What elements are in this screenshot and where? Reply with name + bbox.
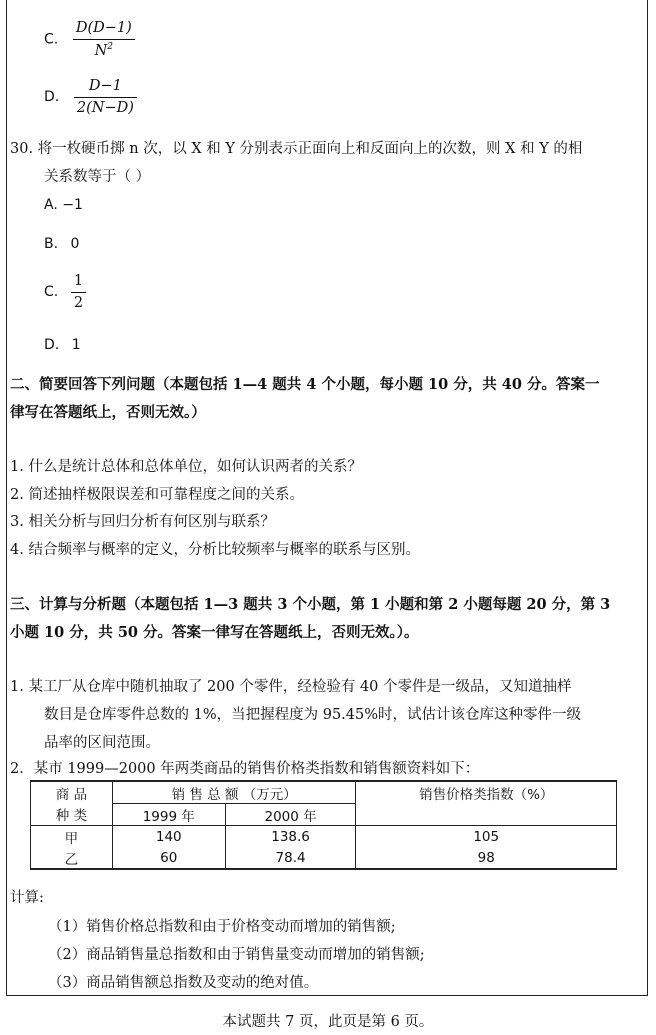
section3-q1-line2: 数目是仓库零件总数的 1%，当把握程度为 95.45%时，试估计该仓库这种零件一级: [44, 707, 582, 723]
section3-heading-line2: 小题 10 分，共 50 分。答案一律写在答题纸上，否则无效。）。: [10, 624, 419, 641]
table-cell-index: 98: [356, 847, 617, 869]
table-cell-1999: 140: [112, 826, 225, 848]
table-header-year1: 1999 年: [112, 804, 225, 826]
calc-item-1: （1）销售价格总指数和由于价格变动而增加的销售额;: [48, 919, 396, 935]
section2-question-1: 1. 什么是统计总体和总体单位，如何认识两者的关系？: [10, 459, 362, 475]
table-header-row-2: [31, 804, 617, 826]
section3-q2-line: 2．某市 1999—2000 年两类商品的销售价格类指数和销售额资料如下：: [10, 761, 480, 777]
page-footer: 本试题共 7 页，此页是第 6 页。: [222, 1014, 434, 1030]
table-cell-2000: 138.6: [225, 826, 356, 848]
q29-option-c: C. $\frac{D(D-1)}{N^2}$: [44, 20, 135, 59]
table-header-goods-1: 商 品: [31, 781, 113, 804]
q29-c-denominator: $N^2$: [94, 41, 114, 59]
table-cell-2000: 78.4: [225, 847, 356, 869]
table-cell-name: 甲: [31, 826, 113, 848]
table-header-row-1: [31, 781, 617, 804]
q30-c-fraction: $\frac{1}{2}$: [71, 273, 86, 311]
q29-option-d-fraction: [74, 78, 137, 116]
calc-item-3: （3）商品销售额总指数及变动的绝对值。: [48, 975, 319, 991]
section2-question-3: 3. 相关分析与回归分析有何区别与联系？: [10, 514, 275, 530]
section3-q1-line3: 品率的区间范围。: [44, 735, 160, 751]
table-header-index-blank: [356, 804, 617, 826]
table-header-goods-2: 种 类: [31, 804, 113, 826]
q29-option-d: D. $\frac{D-1}{2(N-D)}$: [44, 78, 137, 116]
q30-option-b: B. 0: [44, 236, 80, 252]
q29-c-numerator: D(D−1): [73, 20, 135, 40]
section3-heading-line1: 三、计算与分析题（本题包括 1—3 题共 3 个小题，第 1 小题和第 2 小题每题 20 分，第 3: [10, 596, 611, 613]
q30-stem-line1: 30. 将一枚硬币掷 n 次，以 X 和 Y 分别表示正面向上和反面向上的次数，则 X 和 Y 的相: [10, 141, 583, 157]
section2-question-4: 4. 结合频率与概率的定义，分析比较频率与概率的联系与区别。: [10, 542, 420, 558]
q29-option-c-fraction: [73, 20, 135, 59]
table-header-year2: 2000 年: [225, 804, 356, 826]
table-header-sales: 销 售 总 额 （万元）: [112, 781, 356, 804]
q30-option-c: C. $\frac{1}{2}$: [44, 273, 86, 311]
table-row: [31, 826, 617, 848]
table-cell-index: 105: [356, 826, 617, 848]
section2-heading-line1: 二、简要回答下列问题（本题包括 1—4 题共 4 个小题，每小题 10 分，共 40 分。答案一: [10, 376, 600, 393]
calc-label: 计算:: [10, 890, 44, 906]
q29-d-numerator: D−1: [74, 78, 137, 98]
section2-question-2: 2. 简述抽样极限误差和可靠程度之间的关系。: [10, 487, 304, 503]
section3-q1-line1: 1. 某工厂从仓库中随机抽取了 200 个零件，经检验有 40 个零件是一级品，又知道抽样: [10, 679, 572, 695]
q29-d-denominator: 2(N−D): [76, 99, 134, 116]
price-index-table: [30, 780, 617, 870]
table-row: [31, 847, 617, 869]
q30-option-d: D. 1: [44, 337, 81, 353]
table-cell-name: 乙: [31, 847, 113, 869]
section2-heading-line2: 律写在答题纸上，否则无效。）: [10, 404, 206, 421]
q30-stem-line2: 关系数等于（ ）: [44, 169, 151, 185]
calc-item-2: （2）商品销售量总指数和由于销售量变动而增加的销售额;: [48, 947, 425, 963]
table-cell-1999: 60: [112, 847, 225, 869]
q30-option-a: A. −1: [44, 197, 83, 213]
table-header-index: 销售价格类指数（%）: [356, 781, 617, 804]
